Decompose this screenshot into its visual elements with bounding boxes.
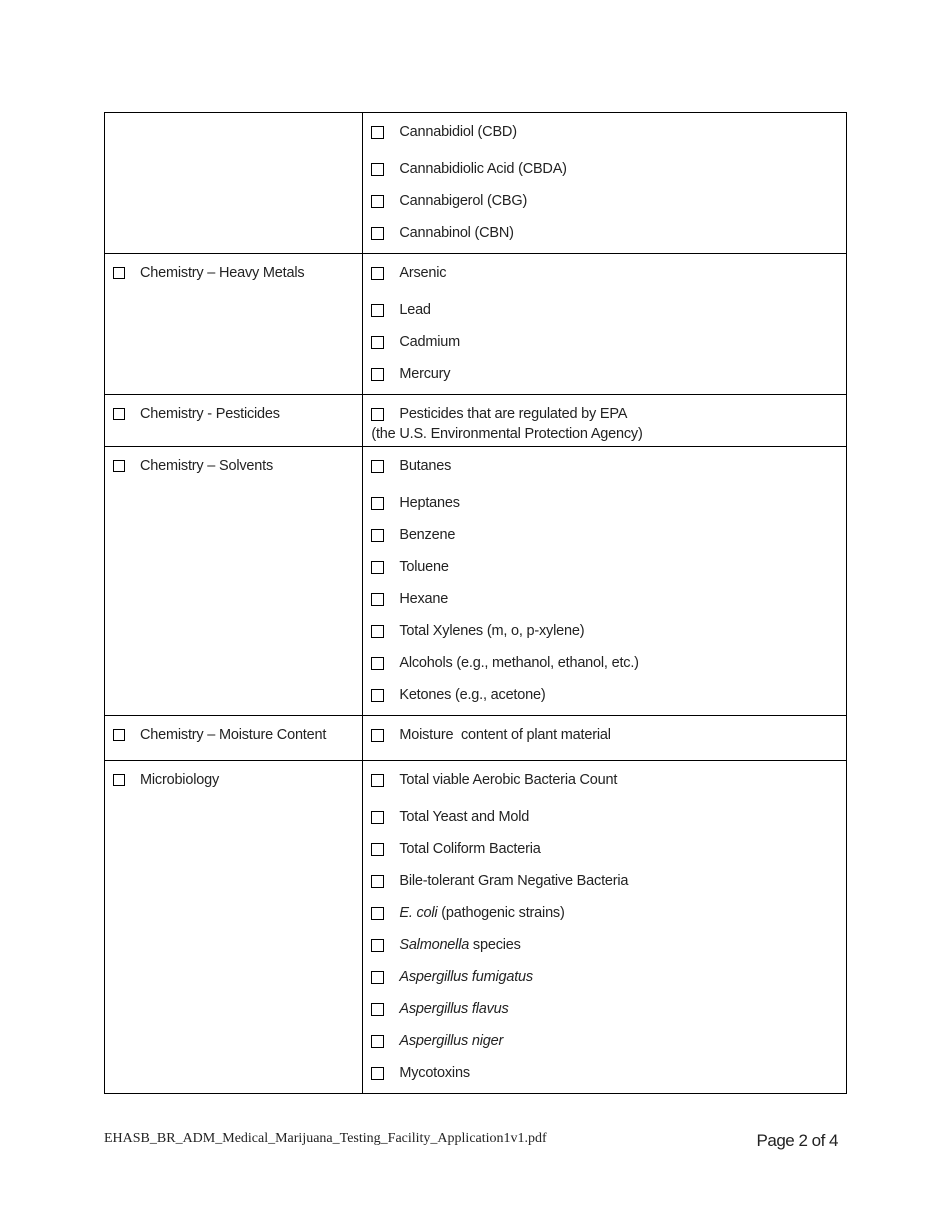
test-option[interactable]	[371, 615, 846, 647]
test-option[interactable]	[371, 487, 846, 519]
test-option[interactable]	[371, 647, 846, 679]
test-checkbox[interactable]	[371, 163, 384, 176]
table-row	[105, 716, 847, 761]
test-label-text: Ketones (e.g., acetone)	[399, 687, 546, 703]
test-label	[399, 1065, 470, 1081]
test-label	[399, 559, 448, 575]
test-checkbox[interactable]	[371, 774, 384, 787]
test-checkbox[interactable]	[371, 497, 384, 510]
test-label-text: Bile-tolerant Gram Negative Bacteria	[399, 873, 629, 889]
test-option[interactable]	[371, 724, 846, 746]
test-items-cell	[363, 761, 847, 1094]
test-label	[399, 969, 533, 985]
test-label-continuation: (the U.S. Environmental Protection Agency)	[371, 426, 643, 442]
test-label-text: Lead	[399, 302, 431, 318]
test-checkbox[interactable]	[371, 561, 384, 574]
category-cell	[105, 761, 363, 1094]
test-label	[399, 406, 627, 422]
test-label	[399, 623, 584, 639]
test-checkbox[interactable]	[371, 126, 384, 139]
test-option[interactable]	[371, 217, 846, 249]
organism-name: Salmonella	[399, 937, 470, 953]
test-checkbox[interactable]	[371, 657, 384, 670]
table-row	[105, 761, 847, 1094]
test-label-text: Mercury	[399, 366, 451, 382]
test-option[interactable]	[371, 679, 846, 711]
category-option[interactable]	[113, 769, 362, 791]
test-label-text: Moisture content of plant material	[399, 727, 611, 743]
category-cell	[105, 395, 363, 447]
organism-name: Aspergillus flavus	[399, 1001, 509, 1017]
test-label-text: Butanes	[399, 458, 452, 474]
test-checkbox[interactable]	[371, 971, 384, 984]
test-option[interactable]	[371, 403, 846, 425]
test-label	[399, 193, 527, 209]
test-label	[399, 124, 517, 140]
test-checkbox[interactable]	[371, 227, 384, 240]
test-label-text: Cannabigerol (CBG)	[399, 193, 528, 209]
category-option[interactable]	[113, 262, 362, 284]
category-option[interactable]	[113, 403, 362, 425]
test-label-text: Benzene	[399, 527, 456, 543]
test-checkbox[interactable]	[371, 843, 384, 856]
test-checkbox[interactable]	[371, 625, 384, 638]
test-label-text: Total Yeast and Mold	[399, 809, 530, 825]
test-selection-table	[104, 112, 847, 1094]
test-label	[399, 366, 450, 382]
test-label-text: Cannabidiol (CBD)	[399, 124, 517, 140]
test-items-cell	[363, 254, 847, 395]
category-checkbox[interactable]	[113, 460, 125, 472]
test-checkbox[interactable]	[371, 529, 384, 542]
test-option[interactable]	[371, 326, 846, 358]
test-checkbox[interactable]	[371, 907, 384, 920]
footer-page-number: Page 2 of 4	[756, 1131, 838, 1150]
category-label: Microbiology	[140, 772, 219, 788]
test-checkbox[interactable]	[371, 1067, 384, 1080]
table-row	[105, 254, 847, 395]
test-checkbox[interactable]	[371, 689, 384, 702]
test-label	[399, 225, 513, 241]
test-checkbox[interactable]	[371, 729, 384, 742]
table-row	[105, 395, 847, 447]
test-label-text: Cannabinol (CBN)	[399, 225, 514, 241]
test-option[interactable]	[371, 961, 846, 993]
test-option[interactable]	[371, 519, 846, 551]
test-option[interactable]	[371, 583, 846, 615]
test-label	[399, 772, 617, 788]
test-option[interactable]	[371, 1025, 846, 1057]
test-checkbox[interactable]	[371, 939, 384, 952]
test-option[interactable]	[371, 1057, 846, 1089]
test-label	[399, 495, 459, 511]
category-label: Chemistry – Moisture Content	[140, 727, 327, 743]
test-checkbox[interactable]	[371, 1035, 384, 1048]
test-label-text: species	[469, 937, 521, 953]
test-label	[399, 265, 446, 281]
test-option[interactable]	[371, 993, 846, 1025]
test-label-text: Total Xylenes (m, o, p-xylene)	[399, 623, 585, 639]
test-option[interactable]	[371, 358, 846, 390]
test-label-text: Mycotoxins	[399, 1065, 470, 1081]
organism-name: Aspergillus fumigatus	[399, 969, 533, 985]
test-option[interactable]	[371, 929, 846, 961]
category-checkbox[interactable]	[113, 729, 125, 741]
category-cell	[105, 716, 363, 761]
test-label	[399, 841, 540, 857]
test-label	[399, 727, 610, 743]
test-option[interactable]	[371, 294, 846, 326]
test-checkbox[interactable]	[371, 304, 384, 317]
test-label-text: Alcohols (e.g., methanol, ethanol, etc.)	[399, 655, 639, 671]
test-checkbox[interactable]	[371, 267, 384, 280]
test-label-text: (pathogenic strains)	[437, 905, 565, 921]
test-checkbox[interactable]	[371, 460, 384, 473]
test-option[interactable]	[371, 551, 846, 583]
test-checkbox[interactable]	[371, 811, 384, 824]
test-label	[399, 1033, 503, 1049]
test-label	[399, 687, 545, 703]
test-label	[399, 937, 520, 953]
test-label-text: Heptanes	[399, 495, 460, 511]
test-option[interactable]	[371, 833, 846, 865]
category-cell	[105, 447, 363, 716]
test-checkbox[interactable]	[371, 408, 384, 421]
test-items-cell	[363, 716, 847, 761]
organism-name: Aspergillus niger	[399, 1033, 504, 1049]
organism-name: E. coli	[399, 905, 438, 921]
test-label-text: Cannabidiolic Acid (CBDA)	[399, 161, 567, 177]
test-label	[399, 905, 564, 921]
test-items-cell	[363, 447, 847, 716]
test-option[interactable]	[371, 897, 846, 929]
test-checkbox[interactable]	[371, 195, 384, 208]
test-label-text: Arsenic	[399, 265, 447, 281]
test-label-text: Hexane	[399, 591, 449, 607]
test-option[interactable]	[371, 801, 846, 833]
test-items-cell	[363, 395, 847, 447]
category-checkbox[interactable]	[113, 267, 125, 279]
test-items-cell	[363, 113, 847, 254]
test-option[interactable]	[371, 865, 846, 897]
test-label	[399, 1001, 508, 1017]
footer-filename: EHASB_BR_ADM_Medical_Marijuana_Testing_Facility_Application1v1.pdf	[104, 1131, 547, 1146]
test-label	[399, 161, 566, 177]
test-option[interactable]	[371, 455, 846, 477]
test-option[interactable]	[371, 185, 846, 217]
test-label	[399, 655, 638, 671]
test-label-text: Toluene	[399, 559, 449, 575]
test-checkbox[interactable]	[371, 1003, 384, 1016]
test-checkbox[interactable]	[371, 593, 384, 606]
table-row	[105, 113, 847, 254]
table-row	[105, 447, 847, 716]
test-label	[399, 458, 451, 474]
test-label-text: Total viable Aerobic Bacteria Count	[399, 772, 618, 788]
category-label: Chemistry – Solvents	[140, 458, 273, 474]
category-label: Chemistry - Pesticides	[140, 406, 280, 422]
category-label: Chemistry – Heavy Metals	[140, 265, 305, 281]
test-checkbox[interactable]	[371, 336, 384, 349]
test-label	[399, 302, 430, 318]
test-option[interactable]	[371, 153, 846, 185]
test-label	[399, 527, 455, 543]
category-option[interactable]	[113, 724, 362, 746]
category-checkbox[interactable]	[113, 774, 125, 786]
category-cell	[105, 113, 363, 254]
test-option[interactable]	[371, 262, 846, 284]
table-body	[105, 113, 847, 1094]
test-checkbox[interactable]	[371, 368, 384, 381]
test-label	[399, 873, 628, 889]
test-label-text: Cadmium	[399, 334, 460, 350]
test-option[interactable]	[371, 121, 846, 143]
test-label-text: Pesticides that are regulated by EPA	[399, 406, 628, 422]
category-option[interactable]	[113, 455, 362, 477]
category-cell	[105, 254, 363, 395]
test-label-text: Total Coliform Bacteria	[399, 841, 541, 857]
test-label	[399, 591, 448, 607]
test-checkbox[interactable]	[371, 875, 384, 888]
test-option[interactable]	[371, 769, 846, 791]
category-checkbox[interactable]	[113, 408, 125, 420]
test-label	[399, 809, 529, 825]
test-label	[399, 334, 460, 350]
